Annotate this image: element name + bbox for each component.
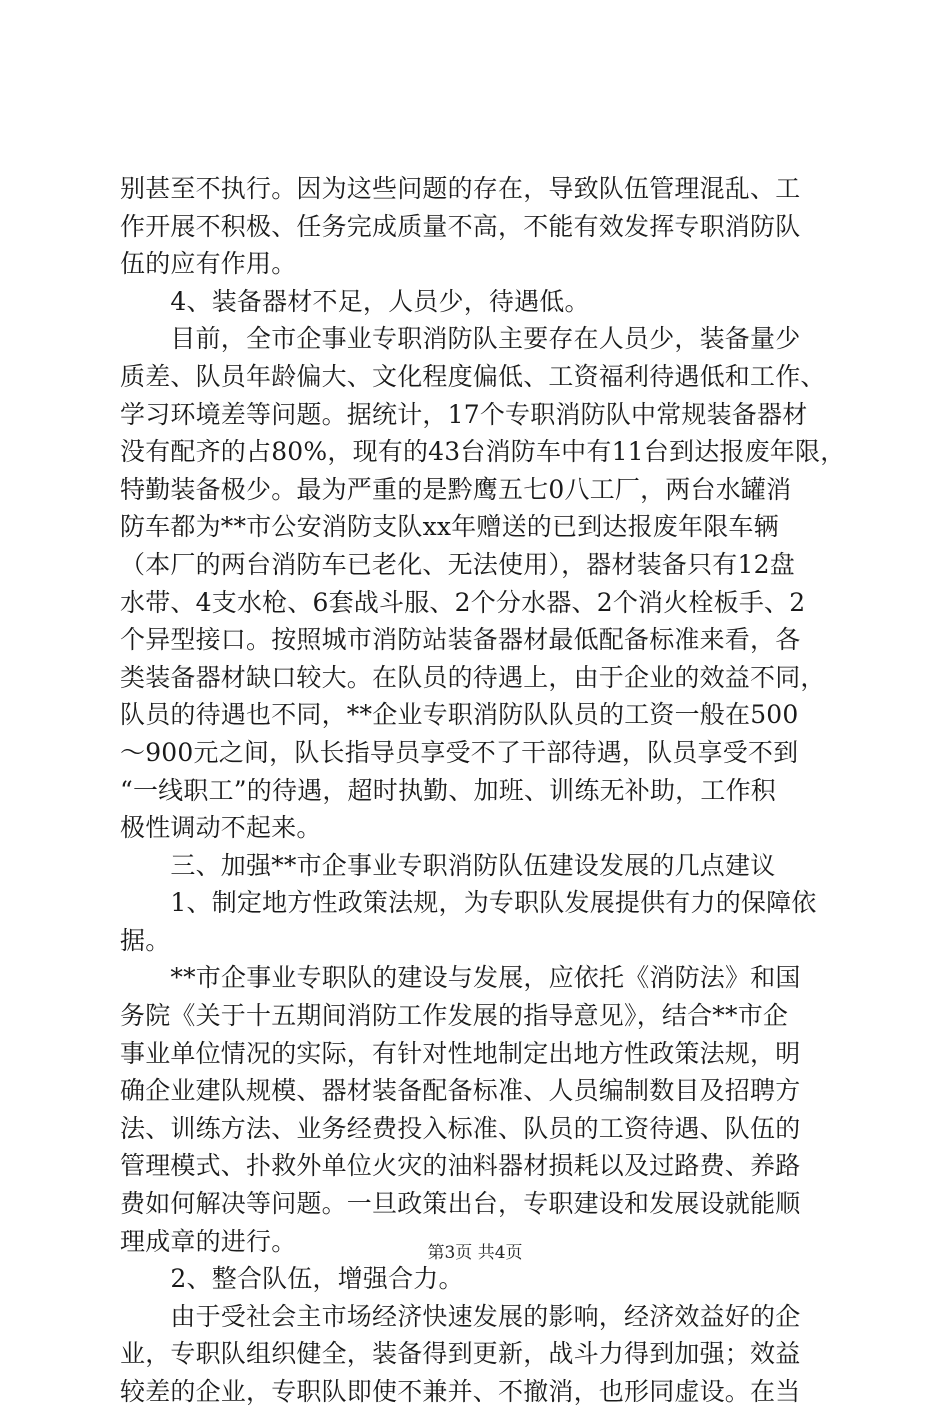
body-line: 没有配齐的占80%，现有的43台消防车中有11台到达报废年限，	[120, 437, 846, 467]
body-line: 目前，全市企事业专职消防队主要存在人员少，装备量少	[120, 324, 801, 354]
body-line: 业，专职队组织健全，装备得到更新，战斗力得到加强；效益	[120, 1339, 801, 1369]
body-line: 质差、队员年龄偏大、文化程度偏低、工资福利待遇低和工作、	[120, 361, 826, 391]
body-line: 水带、4支水枪、6套战斗服、2个分水器、2个消火栓板手、2	[120, 587, 806, 617]
body-line: 1、制定地方性政策法规，为专职队发展提供有力的保障依	[120, 888, 817, 918]
body-line: 确企业建队规模、器材装备配备标准、人员编制数目及招聘方	[120, 1076, 801, 1106]
section-heading: 三、加强**市企事业专职消防队伍建设发展的几点建议	[120, 850, 776, 880]
body-line: 极性调动不起来。	[120, 813, 322, 843]
body-line: 防车都为**市公安消防支队xx年赠送的已到达报废年限车辆	[120, 512, 779, 542]
body-line: 由于受社会主市场经济快速发展的影响，经济效益好的企	[120, 1301, 801, 1331]
body-line: 别甚至不执行。因为这些问题的存在，导致队伍管理混乱、工	[120, 174, 801, 203]
body-line: 据。	[120, 925, 171, 955]
page-number-footer: 第3页 共4页	[427, 1243, 523, 1263]
body-line: 2、整合队伍，增强合力。	[120, 1264, 464, 1294]
body-line: 个异型接口。按照城市消防站装备器材最低配备标准来看，各	[120, 625, 801, 655]
body-line: “一线职工”的待遇，超时执勤、加班、训练无补助，工作积	[120, 775, 776, 805]
body-line: 特勤装备极少。最为严重的是黔鹰五七0八工厂，两台水罐消	[120, 474, 792, 504]
body-line: 较差的企业，专职队即使不兼并、不撤消，也形同虚设。在当	[120, 1377, 801, 1406]
body-line: 事业单位情况的实际，有针对性地制定出地方性政策法规，明	[120, 1038, 801, 1068]
body-line: **市企事业专职队的建设与发展，应依托《消防法》和国	[120, 963, 801, 993]
body-line: 费如何解决等问题。一旦政策出台，专职建设和发展设就能顺	[120, 1189, 801, 1219]
body-line: 管理模式、扑救外单位火灾的油料器材损耗以及过路费、养路	[120, 1151, 801, 1181]
body-line: ～900元之间，队长指导员享受不了干部待遇，队员享受不到	[120, 737, 799, 767]
body-line: 务院《关于十五期间消防工作发展的指导意见》，结合**市企	[120, 1001, 789, 1031]
body-line: （本厂的两台消防车已老化、无法使用），器材装备只有12盘	[120, 549, 795, 579]
body-line: 学习环境差等问题。据统计，17个专职消防队中常规装备器材	[120, 399, 808, 429]
body-line: 伍的应有作用。	[120, 249, 297, 279]
body-line: 作开展不积极、任务完成质量不高，不能有效发挥专职消防队	[120, 211, 801, 241]
document-body	[120, 170, 846, 1411]
body-line: 法、训练方法、业务经费投入标准、队员的工资待遇、队伍的	[120, 1113, 801, 1143]
body-line: 队员的待遇也不同，**企业专职消防队队员的工资一般在500	[120, 700, 799, 730]
body-line: 4、装备器材不足，人员少，待遇低。	[120, 286, 590, 316]
body-line: 类装备器材缺口较大。在队员的待遇上，由于企业的效益不同，	[120, 662, 826, 692]
body-line: 理成章的进行。	[120, 1226, 297, 1256]
